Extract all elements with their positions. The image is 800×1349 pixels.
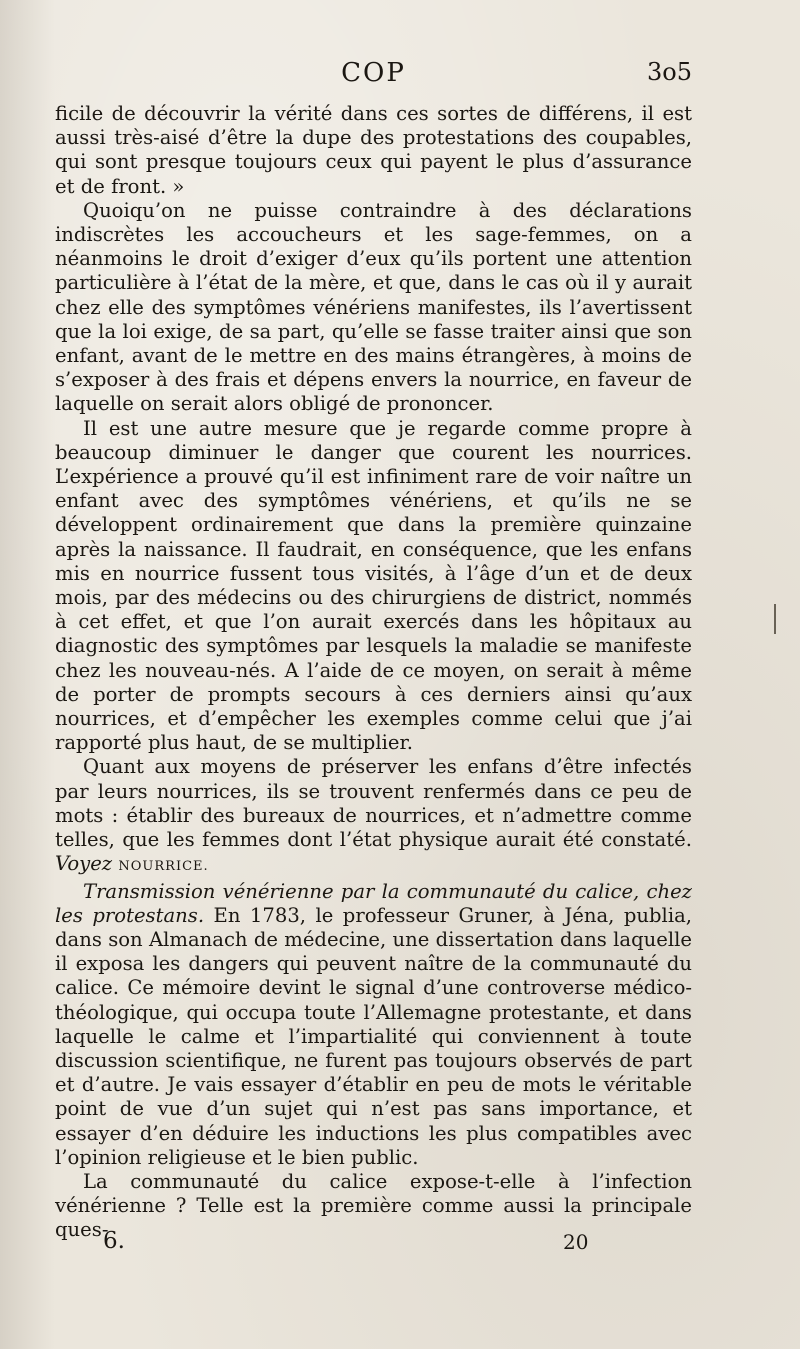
paragraph-text: Quant aux moyens de préserver les enfans d’être infectés par leurs nourrices, ils se trouvent renfermés dans ce peu de mots : établir des bureaux de nourrices, et n’admettre comme telles, que les femmes dont l’état physique aurait été constaté. <box>55 755 692 852</box>
sheet-number: 20 <box>563 1230 589 1254</box>
page-header <box>55 58 692 98</box>
see-label: Voyez <box>55 852 113 876</box>
paragraph-2 <box>55 199 692 417</box>
cross-reference: NOURRICE. <box>118 859 209 875</box>
paragraph-1 <box>55 102 692 199</box>
paragraph-text: La communauté du calice expose-t-elle à l’infection vénérienne ? Telle est la première comme aussi la principale ques- <box>55 1169 692 1242</box>
page-footer <box>55 1228 692 1262</box>
running-title: COP <box>341 58 406 88</box>
text-column <box>55 102 692 1243</box>
margin-mark <box>774 604 776 634</box>
paragraph-3 <box>55 417 692 756</box>
section-heading: Transmission vénérienne par la communauté du calice, chez les protestans. <box>55 879 692 927</box>
paragraph-text: ficile de découvrir la vérité dans ces sortes de différens, il est aussi très-aisé d’être la dupe des protestations des coupables, qui sont presque toujours ceux qui payent le plus d’assurance et de front. » <box>55 102 692 198</box>
gutter-shadow <box>0 0 55 1349</box>
paragraph-text: Quoiqu’on ne puisse contraindre à des déclarations indiscrètes les accoucheurs et les sage-femmes, on a néanmoins le droit d’exiger d’eux qu’ils portent une attention particulière à l’état de la mère, et que, dans le cas où il y aurait chez elle des symptômes vénériens manifestes, ils l’avertissent que la loi exige, de sa part, qu’elle se fasse traiter ainsi que son enfant, avant de le mettre en des mains étrangères, à moins de s’exposer à des frais et dépens envers la nourrice, en faveur de laquelle on serait alors obligé de prononcer. <box>55 198 692 416</box>
paragraph-text: Il est une autre mesure que je regarde comme propre à beaucoup diminuer le danger que courent les nourrices. L’expérience a prouvé qu’il est infiniment rare de voir naître un enfant avec des symptômes vénériens, et qu’ils ne se développent ordinairement que dans la première quinzaine après la naissance. Il faudrait, en conséquence, que les enfans mis en nourrice fussent tous visités, à l’âge d’un et de deux mois, par des médecins ou des chirurgiens de district, nommés à cet effet, et que l’on aurait exercés dans les hôpitaux au diagnostic des symptômes par lesquels la maladie se manifeste chez les nouveau-nés. A l’aide de ce moyen, on serait à même de porter de prompts secours à ces derniers ainsi qu’aux nourrices, et d’empêcher les exemples comme celui que j’ai rapporté plus haut, de se multiplier. <box>55 416 692 755</box>
signature-mark: 6. <box>103 1228 125 1254</box>
paragraph-4 <box>55 755 692 879</box>
page-number: 3o5 <box>647 58 692 86</box>
paragraph-text: En 1783, le professeur Gruner, à Jéna, publia, dans son Almanach de médecine, une dissertation dans laquelle il exposa les dangers qui peuvent naître de la communauté du calice. Ce mémoire devint le signal d’une controverse médico-théologique, qui occupa toute l’Allemagne protestante, et dans laquelle le calme et l’impartialité qui conviennent à toute discussion scientifique, ne furent pas toujours observés de part et d’autre. Je vais essayer d’établir en peu de mots le véritable point de vue d’un sujet qui n’est pas sans importance, et essayer d’en déduire les inductions les plus compatibles avec l’opinion religieuse et le bien public. <box>55 903 692 1169</box>
paragraph-5 <box>55 880 692 1170</box>
